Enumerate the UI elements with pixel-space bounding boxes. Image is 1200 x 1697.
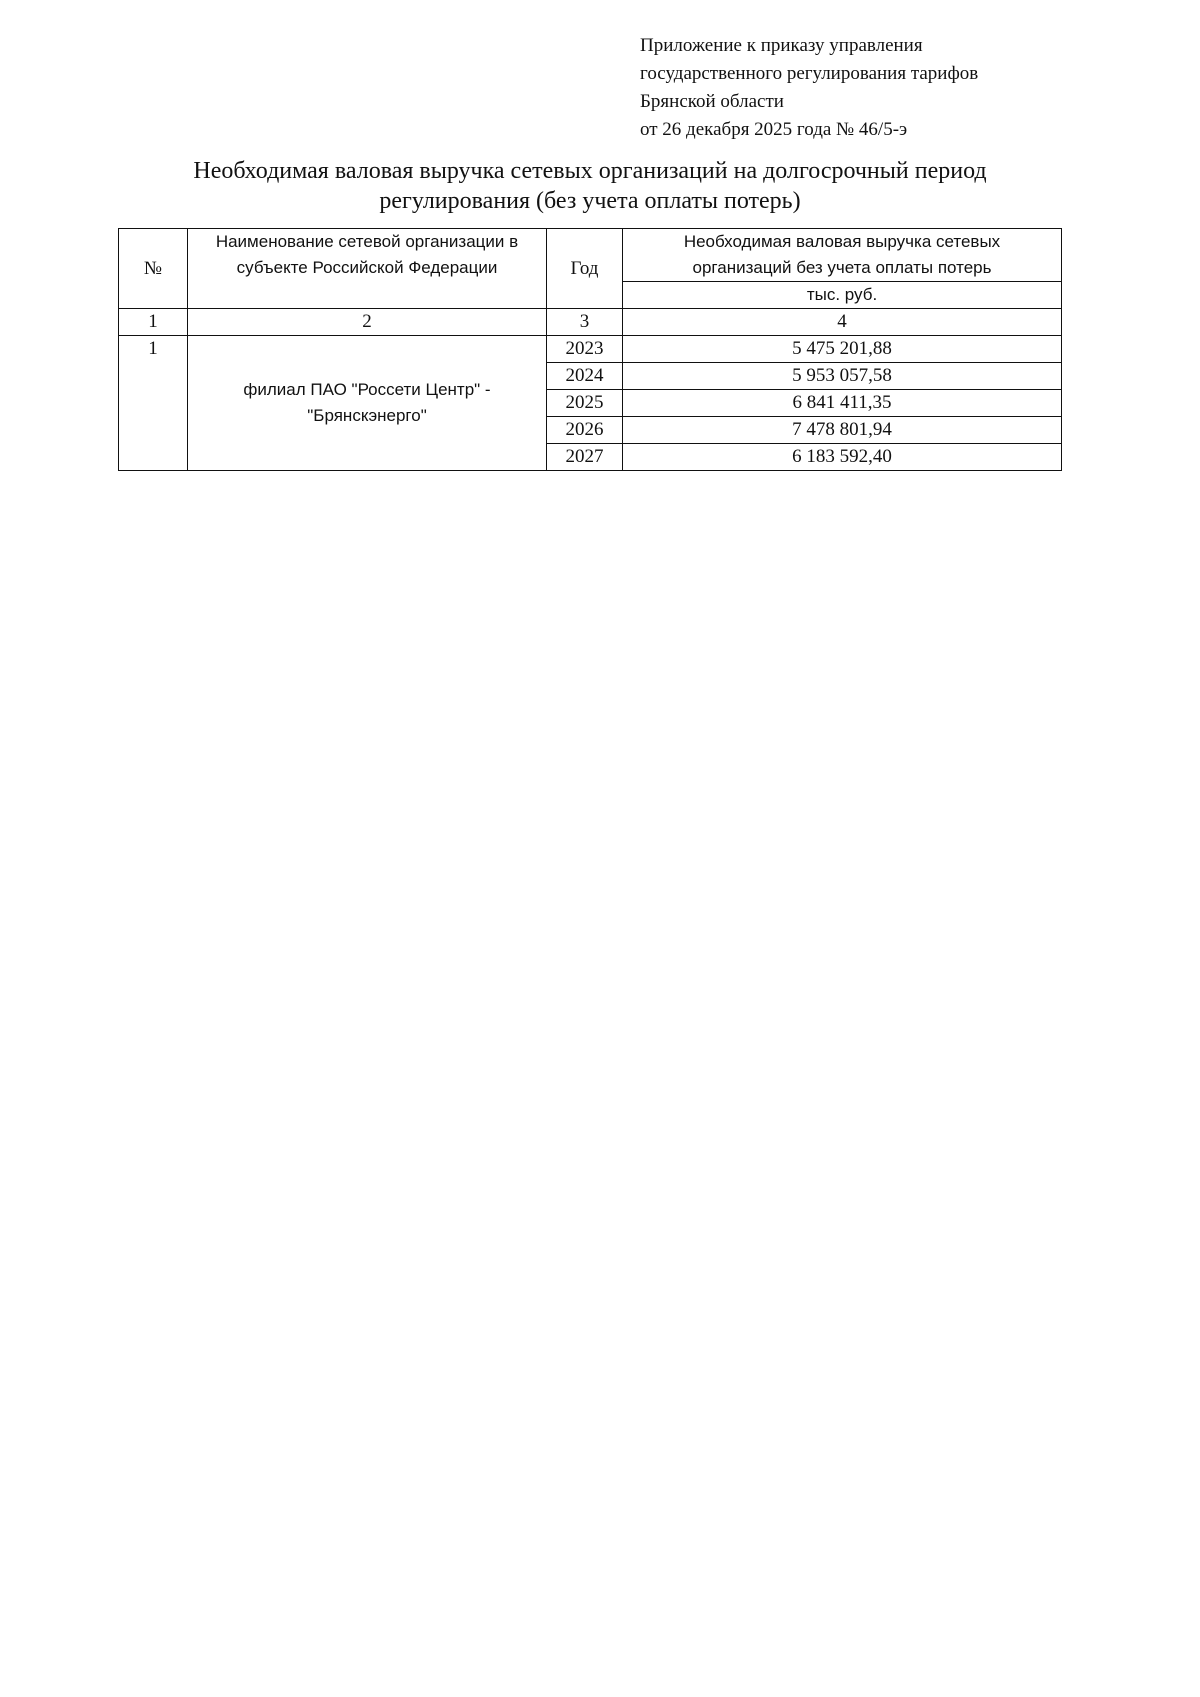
column-number: 3 — [547, 309, 623, 336]
header-number: № — [119, 229, 188, 309]
revenue-value: 7 478 801,94 — [623, 417, 1062, 444]
year-cell: 2023 — [547, 336, 623, 363]
document-title — [110, 156, 1070, 216]
year-cell: 2027 — [547, 444, 623, 471]
title-line-1: Необходимая валовая выручка сетевых организаций на долгосрочный период — [193, 158, 987, 184]
title-line-2: регулирования (без учета оплаты потерь) — [379, 188, 801, 214]
column-number: 4 — [623, 309, 1062, 336]
appendix-line: государственного регулирования тарифов — [640, 63, 979, 84]
appendix-line: Брянской области — [640, 91, 784, 112]
column-numbers-row — [119, 309, 1062, 336]
table-row — [119, 336, 1062, 363]
appendix-line: от 26 декабря 2025 года № 46/5-э — [640, 119, 908, 140]
column-number: 1 — [119, 309, 188, 336]
header-revenue: Необходимая валовая выручка сетевых организаций без учета оплаты потерь — [623, 229, 1062, 282]
organization-name: филиал ПАО "Россети Центр" - "Брянскэнерго" — [188, 336, 547, 471]
revenue-value: 5 475 201,88 — [623, 336, 1062, 363]
table-header-row — [119, 229, 1062, 282]
appendix-note — [640, 32, 1040, 144]
year-cell: 2026 — [547, 417, 623, 444]
header-unit: тыс. руб. — [623, 282, 1062, 309]
appendix-line: Приложение к приказу управления — [640, 35, 923, 56]
year-cell: 2024 — [547, 363, 623, 390]
year-cell: 2025 — [547, 390, 623, 417]
revenue-value: 6 841 411,35 — [623, 390, 1062, 417]
column-number: 2 — [188, 309, 547, 336]
row-number: 1 — [119, 336, 188, 471]
revenue-value: 5 953 057,58 — [623, 363, 1062, 390]
header-organization-name: Наименование сетевой организации в субъекте Российской Федерации — [188, 229, 547, 309]
revenue-table — [118, 228, 1062, 471]
header-year: Год — [547, 229, 623, 309]
revenue-value: 6 183 592,40 — [623, 444, 1062, 471]
